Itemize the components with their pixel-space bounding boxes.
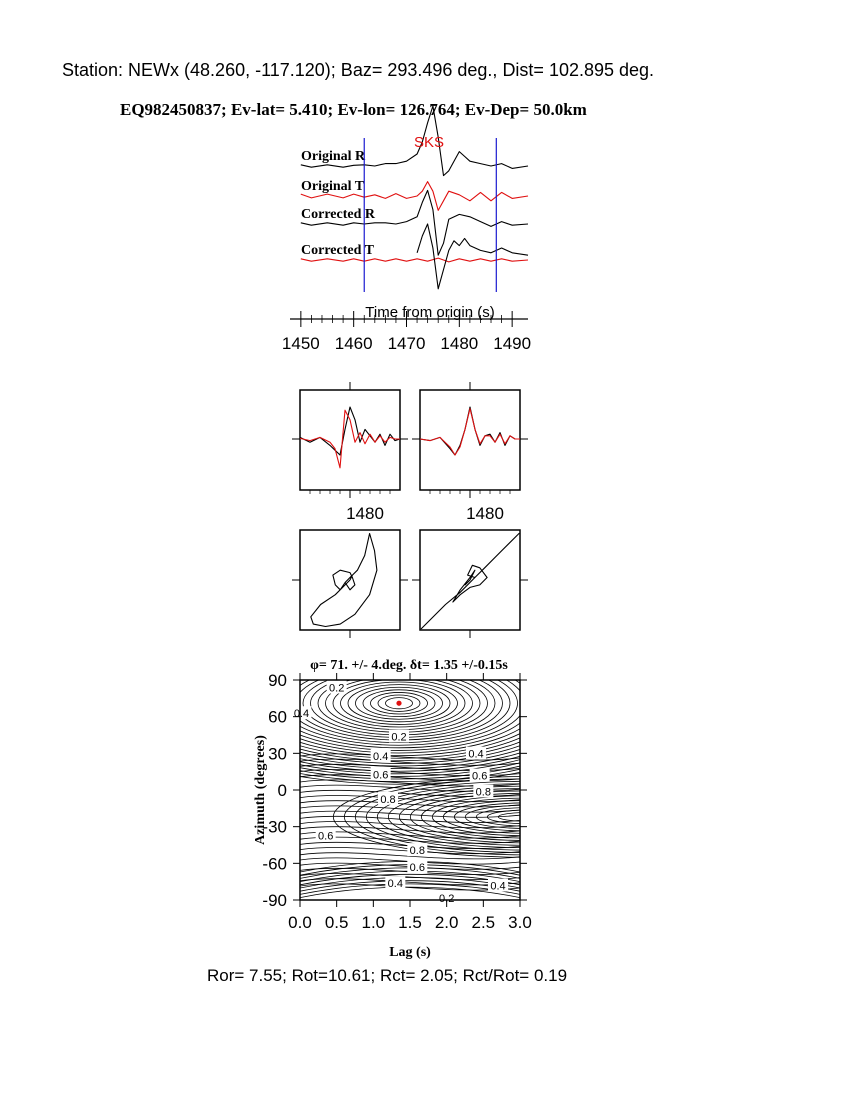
- lag-tick-label: 0.0: [288, 913, 312, 932]
- time-tick-label: 1470: [387, 334, 426, 353]
- trace-label: Corrected T: [301, 243, 374, 258]
- phase-label: SKS: [414, 134, 445, 151]
- contour-band: [399, 791, 655, 843]
- best-fit-marker: [396, 701, 401, 706]
- contour-label: 0.2: [329, 682, 345, 695]
- time-tick-label: 1490: [493, 334, 532, 353]
- contour-label: 0.6: [373, 769, 389, 782]
- contour-label: 0.6: [472, 770, 488, 783]
- event-info-line: EQ982450837; Ev-lat= 5.410; Ev-lon= 126.764; Ev-Dep= 50.0km: [120, 100, 587, 119]
- contour-band: [355, 781, 699, 852]
- contour-label: 0.8: [380, 793, 396, 806]
- time-axis-label: Time from origin (s): [365, 304, 495, 321]
- lag-tick-label: 2.0: [434, 913, 459, 932]
- contour-label: 0.6: [318, 830, 334, 843]
- lag-tick-label: 1.0: [361, 913, 386, 932]
- azimuth-tick-label: 0: [277, 781, 287, 800]
- contour-label: 0.8: [475, 786, 491, 799]
- ratio-summary-line: Ror= 7.55; Rot=10.61; Rct= 2.05; Rct/Rot= 0.19: [207, 966, 568, 985]
- misfit-contour-panel: [168, 622, 721, 960]
- contour-label: 0.2: [391, 731, 407, 744]
- slow-wave: [300, 410, 400, 468]
- contour-label: 0.4: [387, 878, 403, 891]
- lag-tick-label: 0.5: [324, 913, 349, 932]
- contour-label: 0.4: [490, 880, 506, 893]
- time-tick-label: 1460: [334, 334, 373, 353]
- seismogram-panel: [282, 106, 531, 353]
- contour-label: 0.8: [409, 845, 425, 858]
- fast-wave: [420, 407, 520, 455]
- wave-tick-label: 1480: [466, 504, 504, 523]
- lag-tick-label: 3.0: [508, 913, 532, 932]
- lag-tick-label: 1.5: [398, 913, 422, 932]
- azimuth-tick-label: 90: [268, 671, 287, 690]
- waveform-comparison-right: [412, 382, 528, 523]
- station-info-line: Station: NEWx (48.260, -117.120); Baz= 293.496 deg., Dist= 102.895 deg.: [62, 60, 655, 80]
- contour-band: [377, 786, 677, 848]
- contour-label: 0.6: [409, 862, 425, 875]
- fast-wave: [300, 407, 400, 455]
- azimuth-tick-label: 30: [268, 744, 287, 764]
- lag-axis-label: Lag (s): [389, 945, 431, 960]
- trace-4: [301, 258, 528, 262]
- waveform-comparison-left: [292, 382, 408, 523]
- wave-tick-label: 1480: [346, 504, 384, 523]
- contour-label: 0.4: [373, 751, 389, 763]
- contour-band: [366, 784, 688, 850]
- trace-5: [417, 224, 528, 289]
- particle-path: [311, 534, 377, 627]
- azimuth-axis-label: Azimuth (degrees): [253, 735, 268, 845]
- trace-label: Original R: [301, 149, 366, 164]
- particle-motion-uncorrected: [292, 530, 408, 638]
- slow-wave: [420, 409, 520, 455]
- trace-label: Corrected R: [301, 207, 375, 222]
- split-parameters-title: φ= 71. +/- 4.deg. δt= 1.35 +/-0.15s: [310, 658, 508, 673]
- azimuth-tick-label: -30: [262, 817, 287, 837]
- particle-motion-corrected: [412, 530, 528, 638]
- contour-label: 0.4: [468, 748, 484, 761]
- contour-band: [498, 812, 556, 821]
- contour-label: 0.2: [439, 892, 455, 905]
- lag-tick-label: 2.5: [471, 913, 496, 932]
- time-tick-label: 1450: [281, 334, 320, 353]
- contour-band: [333, 776, 721, 857]
- panel-frame: [420, 390, 520, 490]
- trace-label: Original T: [301, 179, 365, 194]
- particle-path: [421, 534, 519, 630]
- contour-label: 0.4: [293, 708, 310, 721]
- time-tick-label: 1480: [440, 334, 479, 353]
- azimuth-tick-label: -90: [262, 891, 287, 910]
- azimuth-tick-label: 60: [268, 707, 287, 727]
- azimuth-tick-label: -60: [262, 854, 287, 874]
